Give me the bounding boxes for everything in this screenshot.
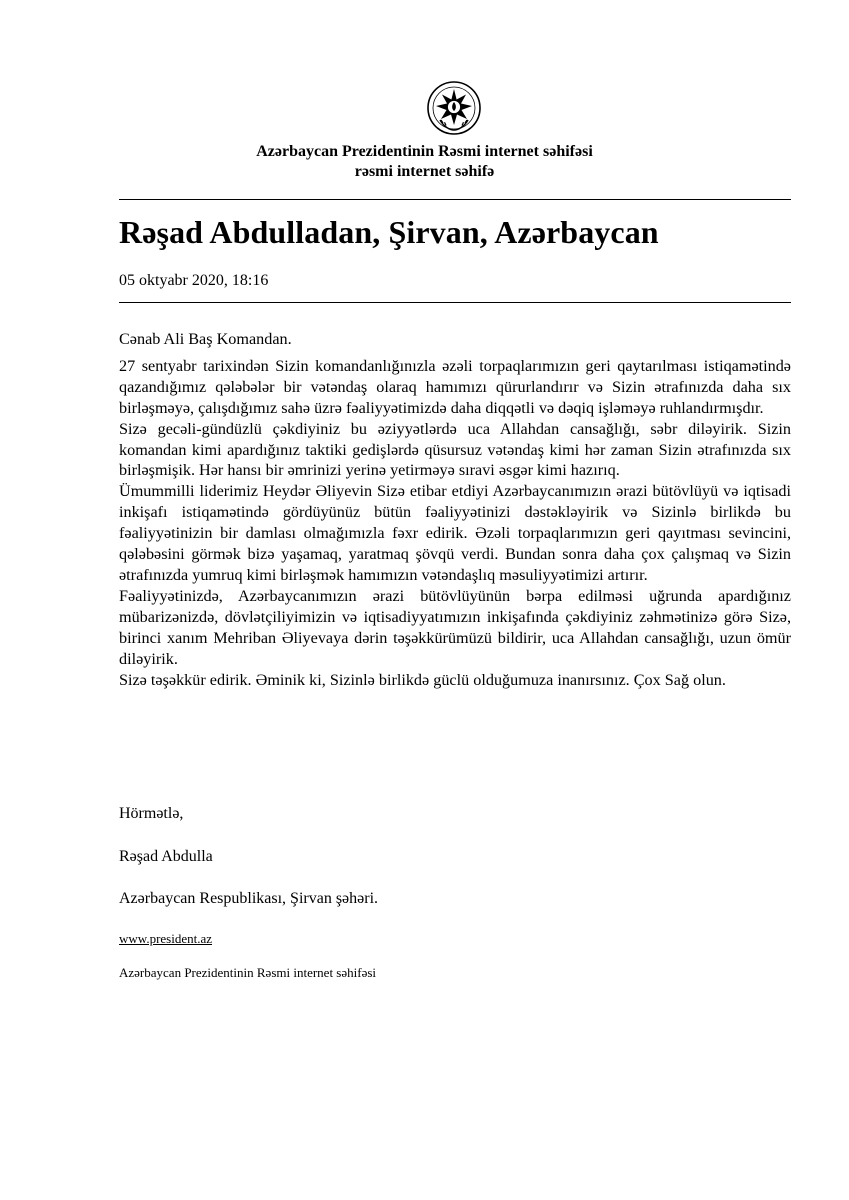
- site-subtitle: rəsmi internet səhifə: [354, 163, 495, 180]
- paragraph: Sizə təşəkkür edirik. Əminik ki, Sizinlə birlikdə güclü olduğumuza inanırsınız. Çox Sağ olun.: [119, 670, 726, 689]
- article-title: Rəşad Abdulladan, Şirvan, Azərbaycan: [119, 214, 659, 250]
- site-title: Azərbaycan Prezidentinin Rəsmi internet səhifəsi: [256, 143, 593, 160]
- closing-greeting: Hörmətlə,: [119, 805, 184, 822]
- article-date: 05 oktyabr 2020, 18:16: [119, 272, 269, 289]
- signature-name: Rəşad Abdulla: [119, 848, 213, 865]
- paragraph: 27 sentyabr tarixindən Sizin komandanlığınızla əzəli torpaqlarımızın geri qaytarılması istiqamətində qazandığımız qələbələr bir vətəndaş olaraq hamımızı qürurlandırır və Sizin ətrafınızda daha sıx birləşməyə, çalışdığımız sahə üzrə fəaliyyətimizdə daha diqqətli və dəqiq işləməyə ruhlandırmışdır.: [119, 356, 791, 417]
- website-link[interactable]: www.president.az: [119, 931, 213, 946]
- signature-location: Azərbaycan Respublikası, Şirvan şəhəri.: [119, 890, 379, 907]
- top-divider: [119, 199, 791, 200]
- paragraph: Fəaliyyətinizdə, Azərbaycanımızın ərazi bütövlüyünün bərpa edilməsi uğrunda apardığınız mübarizənizdə, dövlətçiliyimizin və iqtisadiyyatımızın inkişafında çəkdiyiniz zəhmətinizə görə Sizə, birinci xanım Mehriban Əliyevaya dərin təşəkkürümüzü bildirir, uca Allahdan cansağlığı, uzun ömür diləyirik.: [119, 586, 791, 668]
- salutation: Cənab Ali Baş Komandan.: [119, 330, 292, 348]
- azerbaijan-state-emblem-icon: [426, 80, 482, 136]
- bottom-divider: [119, 302, 791, 303]
- paragraph: Sizə gecəli-gündüzlü çəkdiyiniz bu əziyyətlərdə uca Allahdan cansağlığı, səbr diləyirik. Sizin komandan kimi apardığınız taktiki gedişlərdə qüsursuz vətəndaş kimi hər zaman Sizin ətrafınızda sıx birləşmişik. Hər hansı bir əmrinizi yerinə yetirməyə sıravi əsgər kimi hazırıq.: [119, 419, 791, 480]
- footer-text: Azərbaycan Prezidentinin Rəsmi internet səhifəsi: [119, 965, 377, 980]
- article-body: [119, 329, 791, 690]
- paragraph: Ümummilli liderimiz Heydər Əliyevin Sizə etibar etdiyi Azərbaycanımızın ərazi bütövlüyü və iqtisadi inkişafı istiqamətində gördüyünüz bütün fəaliyyətinizi dəstəkləyirik və Sizinlə birlikdə bu fəaliyyətinizin bir damlası olmağımızla fəxr edirik. Əzəli torpaqlarımızın geri qayıtması sevincini, qələbəsini görmək bizə yaşamaq, yaratmaq şövqü verdi. Bundan sonra daha çox çalışmaq və Sizin ətrafınızda yumruq kimi birləşmək hamımızın vətəndaşlıq məsuliyyətimizi artırır.: [119, 482, 791, 584]
